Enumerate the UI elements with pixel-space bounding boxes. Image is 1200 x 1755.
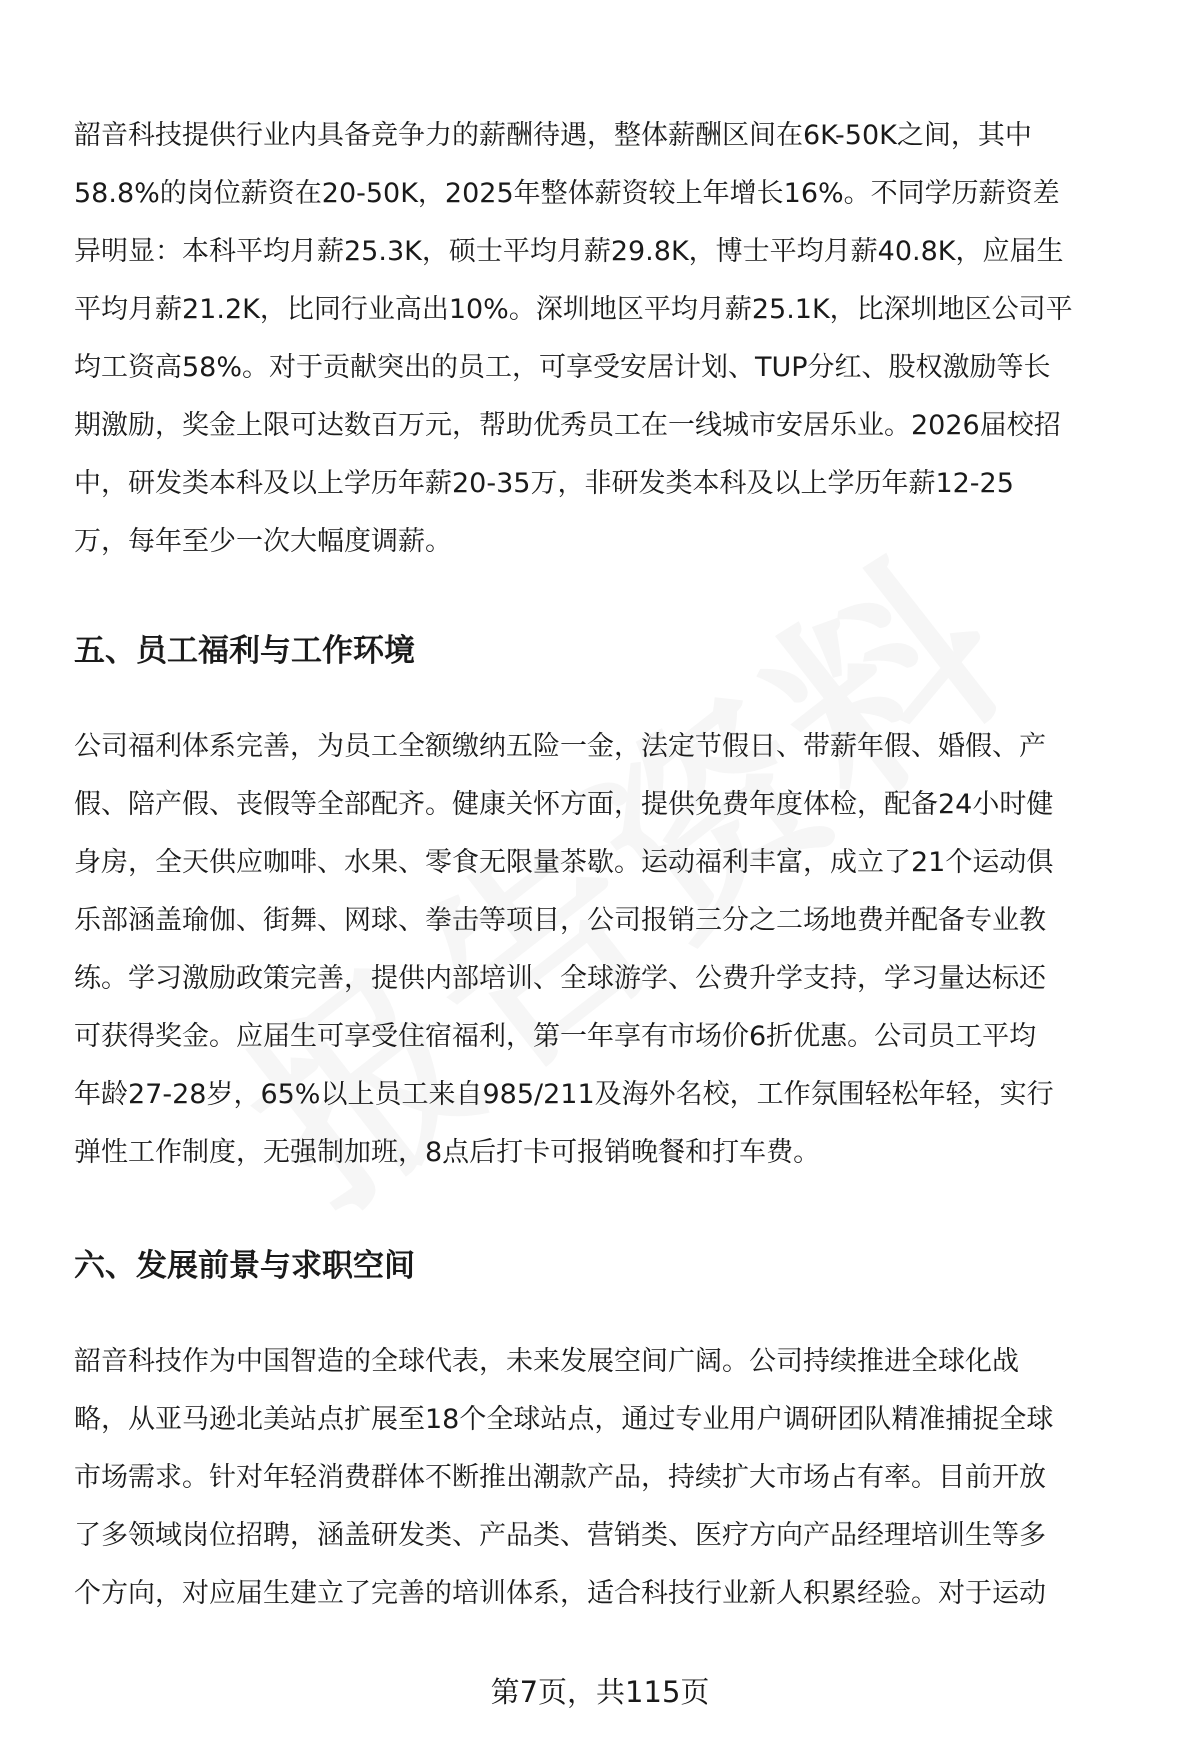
text-line: 身房，全天供应咖啡、水果、零食无限量茶歇。运动福利丰富，成立了21个运动俱 xyxy=(74,847,1054,878)
section-heading-prospects: 六、发展前景与求职空间 xyxy=(74,1248,415,1284)
section-heading-benefits: 五、员工福利与工作环境 xyxy=(74,633,415,669)
text-line: 公司福利体系完善，为员工全额缴纳五险一金，法定节假日、带薪年假、婚假、产 xyxy=(74,731,1046,762)
text-line: 弹性工作制度，无强制加班，8点后打卡可报销晚餐和打车费。 xyxy=(74,1137,821,1168)
text-line: 异明显：本科平均月薪25.3K，硕士平均月薪29.8K，博士平均月薪40.8K，应届生 xyxy=(74,236,1064,267)
text-line: 万，每年至少一次大幅度调薪。 xyxy=(74,526,452,557)
paragraph-prospects xyxy=(74,1333,1154,1623)
text-line: 略，从亚马逊北美站点扩展至18个全球站点，通过专业用户调研团队精准捕捉全球 xyxy=(74,1404,1054,1435)
text-line: 韶音科技作为中国智造的全球代表，未来发展空间广阔。公司持续推进全球化战 xyxy=(74,1346,1019,1377)
paragraph-salary xyxy=(74,107,1154,571)
paragraph-benefits xyxy=(74,718,1154,1182)
text-line: 期激励，奖金上限可达数百万元，帮助优秀员工在一线城市安居乐业。2026届校招 xyxy=(74,410,1061,441)
text-line: 乐部涵盖瑜伽、街舞、网球、拳击等项目，公司报销三分之二场地费并配备专业教 xyxy=(74,905,1046,936)
text-line: 个方向，对应届生建立了完善的培训体系，适合科技行业新人积累经验。对于运动 xyxy=(74,1578,1046,1609)
text-line: 58.8%的岗位薪资在20-50K，2025年整体薪资较上年增长16%。不同学历薪资差 xyxy=(74,178,1060,209)
text-line: 可获得奖金。应届生可享受住宿福利，第一年享有市场价6折优惠。公司员工平均 xyxy=(74,1021,1037,1052)
text-line: 年龄27-28岁，65%以上员工来自985/211及海外名校，工作氛围轻松年轻，实行 xyxy=(74,1079,1054,1110)
text-line: 中，研发类本科及以上学历年薪20-35万，非研发类本科及以上学历年薪12-25 xyxy=(74,468,1014,499)
text-line: 韶音科技提供行业内具备竞争力的薪酬待遇，整体薪酬区间在6K-50K之间，其中 xyxy=(74,120,1032,151)
text-line: 练。学习激励政策完善，提供内部培训、全球游学、公费升学支持，学习量达标还 xyxy=(74,963,1046,994)
text-line: 平均月薪21.2K，比同行业高出10%。深圳地区平均月薪25.1K，比深圳地区公司平 xyxy=(74,294,1073,325)
text-line: 均工资高58%。对于贡献突出的员工，可享受安居计划、TUP分红、股权激励等长 xyxy=(74,352,1051,383)
text-line: 了多领域岗位招聘，涵盖研发类、产品类、营销类、医疗方向产品经理培训生等多 xyxy=(74,1520,1046,1551)
text-line: 假、陪产假、丧假等全部配齐。健康关怀方面，提供免费年度体检，配备24小时健 xyxy=(74,789,1054,820)
page-number: 第7页，共115页 xyxy=(490,1675,710,1709)
text-line: 市场需求。针对年轻消费群体不断推出潮款产品，持续扩大市场占有率。目前开放 xyxy=(74,1462,1046,1493)
